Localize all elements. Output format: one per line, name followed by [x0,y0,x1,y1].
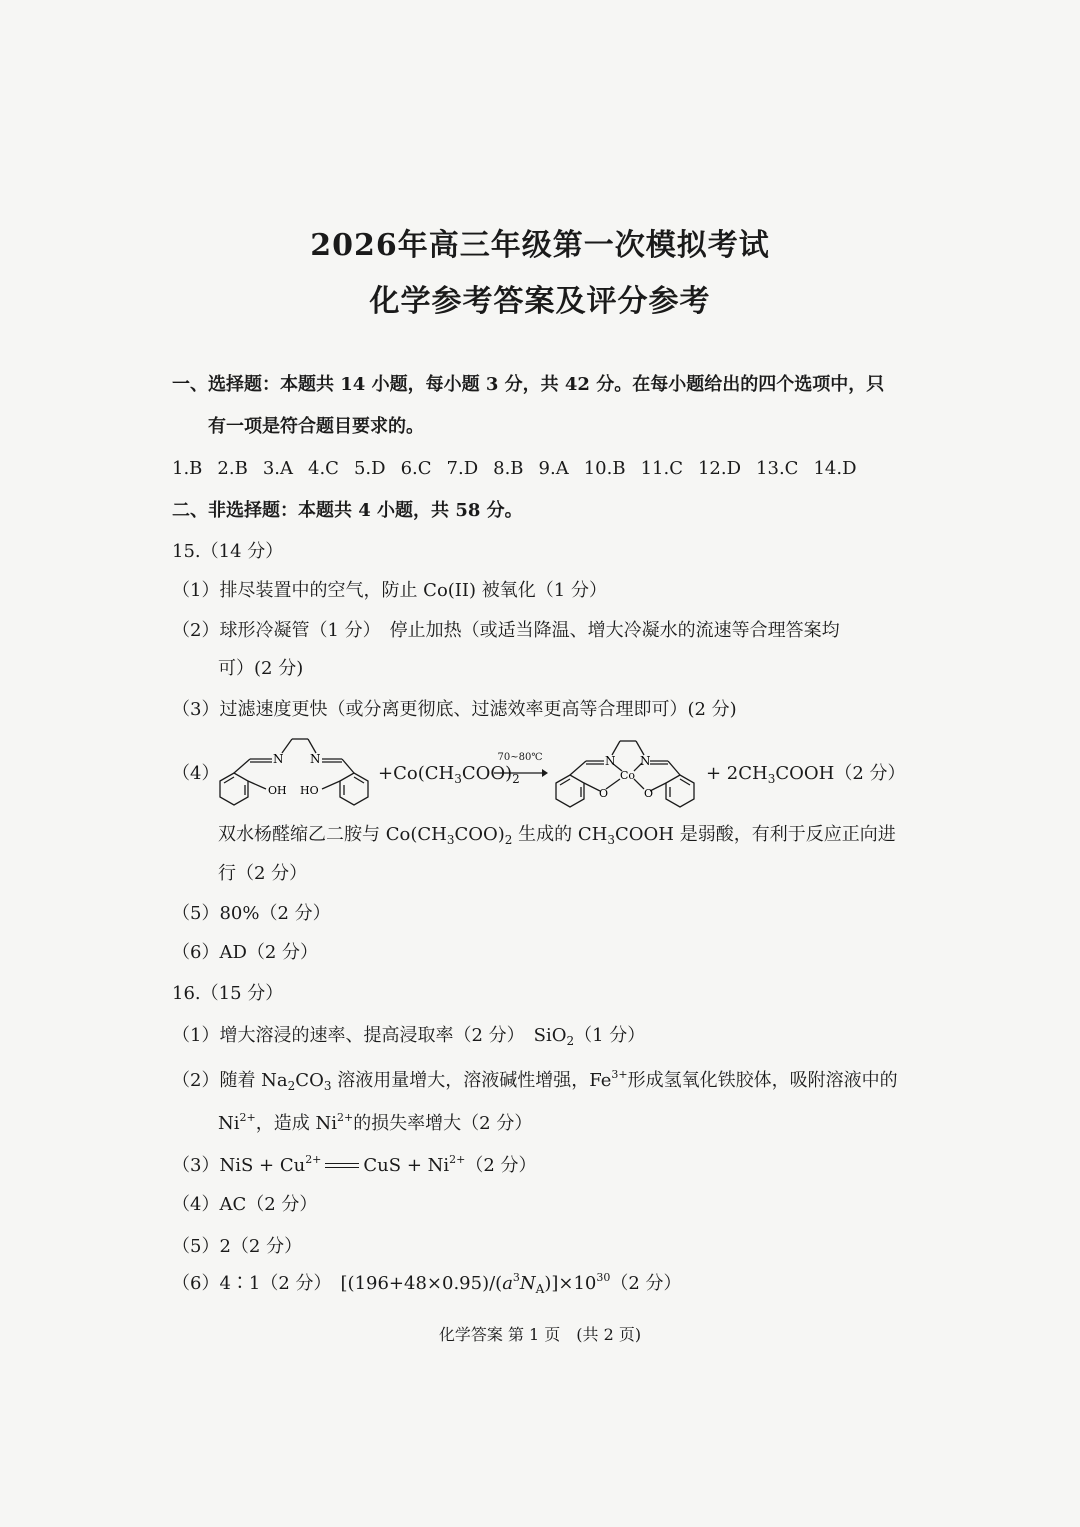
hydroxyl-label: OH [268,784,287,797]
q16-part3: $(3)NiS + Cu^{2+}$ CuS + $Ni^{2+}(2$ 分） [172,1153,537,1176]
section2-heading: 二、非选择题：本题共 4 小题，共 58 分。 [172,500,523,521]
section1-heading-line2: 有一项是符合题目要求的。 [208,416,424,437]
reaction-condition: 70~80℃ [497,752,543,763]
answer-item: 4.C [308,458,339,479]
salen-ligand-structure [210,735,380,810]
q15-part2-line1: （2）球形冷凝管（1 分） 停止加热（或适当降温、增大冷凝水的流速等合理答案均 [172,620,840,641]
q15-part4-product: + $2CH_3COOH(2$ 分） [706,763,906,786]
answer-item: 7.D [446,458,479,479]
answer-item: 6.C [400,458,432,479]
nitrogen-label: N [605,754,616,768]
equals-arrow-icon [325,1161,359,1171]
q15-part2-line2: 可）(2 分) [218,658,304,679]
reaction-arrow [492,752,548,782]
hydroxyl-label: HO [300,784,319,797]
q16-part5: （5）2（2 分） [172,1236,303,1257]
cobalt-salen-complex-structure [548,735,708,810]
answer-item: 9.A [538,458,569,479]
nitrogen-label: N [273,752,284,766]
q16-part1: （1）增大溶浸的速率、提高浸取率（2 分） SiO$_2$（1 分） [172,1025,646,1048]
answer-item: 14.D [813,458,857,479]
choice-answers [172,460,872,478]
nitrogen-label: N [310,752,321,766]
section1-heading-line1: 一、选择题：本题共 14 小题，每小题 3 分，共 42 分。在每小题给出的四个选项中，只 [172,374,885,395]
q16-part2-line2: $Ni^{2+}$，造成 $Ni^{2+}$的损失率增大（2 分） [218,1111,533,1134]
q15-part4-note-line1: 双水杨醛缩乙二胺与 $Co(CH_3COO)_2$ 生成的 $CH_3COOH$ 是弱酸，有利于反应正向进 [218,824,896,847]
arrow-icon [492,768,548,778]
oxygen-label: O [644,787,654,800]
answer-title: 化学参考答案及评分参考 [369,284,711,319]
oxygen-label: O [599,787,609,800]
answer-item: 5.D [353,458,386,479]
answer-item: 8.B [493,458,524,479]
cobalt-label: Co [620,769,636,782]
answer-item: 12.D [697,458,742,479]
q15-part3: （3）过滤速度更快（或分离更彻底、过滤效率更高等合理即可）(2 分) [172,699,737,720]
q16-part6: （6）4∶1（2 分） $[(196+48\times 0.95)/(a^3N_A)]\times 10^{30}(2$ 分） [172,1271,682,1296]
q15-part4-note-line2: 行（2 分） [218,863,308,884]
answer-item: 3.A [262,458,293,479]
nitrogen-label: N [640,754,651,768]
q15-header: 15.（14 分） [172,541,284,562]
page-footer: 化学答案 第 1 页 (共 2 页) [438,1325,642,1344]
exam-title: 2026年高三年级第一次模拟考试 [310,228,770,263]
q16-part2-line1: （2）随着 $Na_2CO_3$ 溶液用量增大，溶液碱性增强，$Fe^{3+}$形成氢氧化铁胶体，吸附溶液中的 [172,1068,898,1093]
q15-part4-reagent: $+Co(CH_3COO)_2$ [378,763,520,786]
answer-item: 2.B [217,458,248,479]
q15-part4-label: （4） [172,763,220,784]
answer-item: 11.C [640,458,683,479]
answer-item: 10.B [583,458,626,479]
q15-part5: （5）80%（2 分） [172,903,331,924]
q15-part6: （6）AD（2 分） [172,942,319,963]
q16-header: 16.（15 分） [172,983,284,1004]
q15-part1: （1）排尽装置中的空气，防止 Co(II) 被氧化（1 分） [172,580,607,601]
q16-part4: （4）AC（2 分） [172,1194,318,1215]
answer-item: 13.C [756,458,799,479]
answer-item: 1.B [172,458,203,479]
